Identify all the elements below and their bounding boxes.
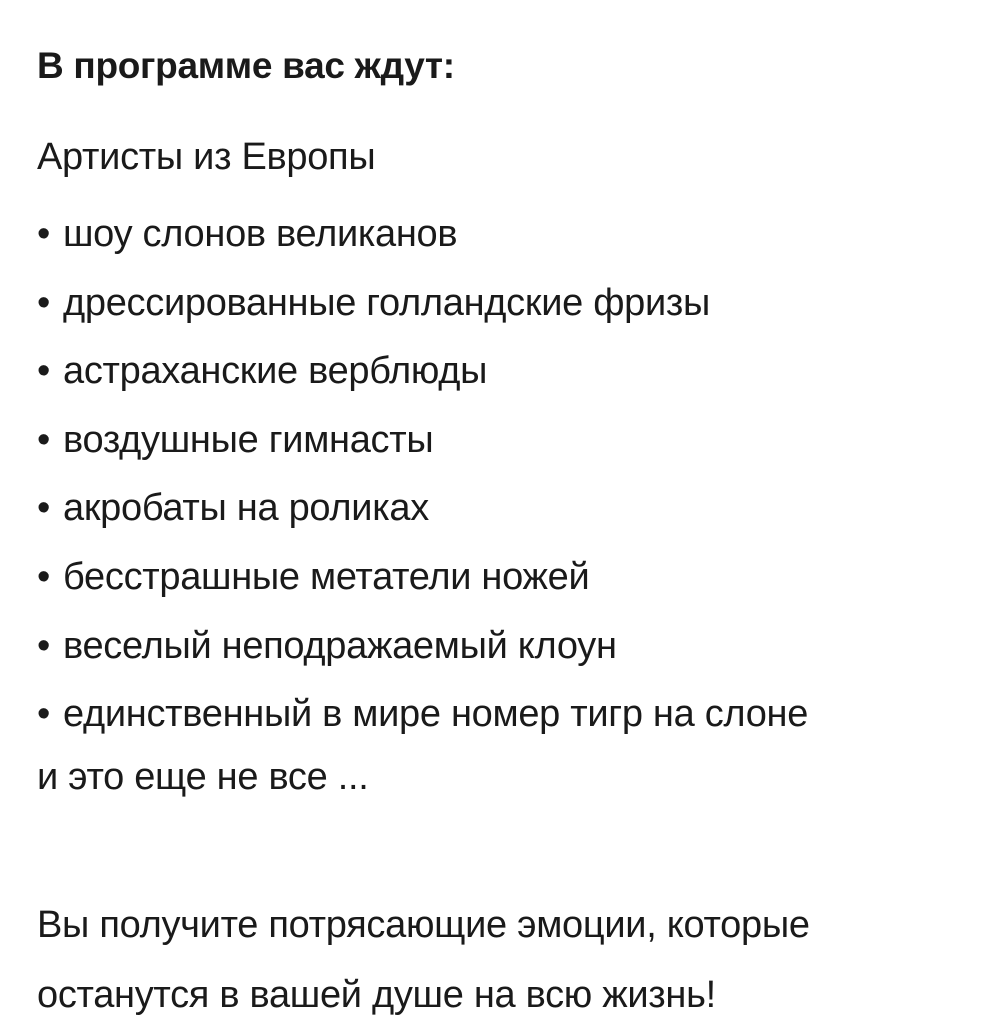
bullet-icon: • [37,693,51,736]
closing-line-2: останутся в вашей душе на всю жизнь! [37,974,716,1016]
list-item-text: единственный в мире номер тигр на слоне [63,693,809,736]
intro-line: Артисты из Европы [37,136,376,178]
bullet-icon: • [37,487,51,530]
list-item [37,543,808,612]
bullet-icon: • [37,213,51,255]
closing-paragraph [37,890,967,1030]
list-item [37,269,808,338]
list-item-text: астраханские верблюды [63,350,488,393]
outro-line: и это еще не все ... [37,756,369,798]
bullet-icon: • [37,350,51,393]
list-item [37,200,808,269]
list-item-text: акробаты на роликах [63,487,429,530]
bullet-icon: • [37,555,51,598]
list-item [37,337,808,406]
list-item-text: веселый неподражаемый клоун [63,624,617,667]
list-item [37,612,808,681]
program-list [37,200,808,749]
bullet-icon: • [37,281,51,324]
list-item [37,474,808,543]
list-item [37,406,808,475]
list-item-text: бесстрашные метатели ножей [63,555,590,598]
list-item [37,680,808,749]
bullet-icon: • [37,624,51,667]
bullet-icon: • [37,418,51,461]
list-item-text: дрессированные голландские фризы [63,281,711,324]
list-item-text: шоу слонов великанов [63,213,458,255]
program-heading: В программе вас ждут: [37,45,455,86]
closing-line-1: Вы получите потрясающие эмоции, которые [37,904,810,946]
list-item-text: воздушные гимнасты [63,418,434,461]
